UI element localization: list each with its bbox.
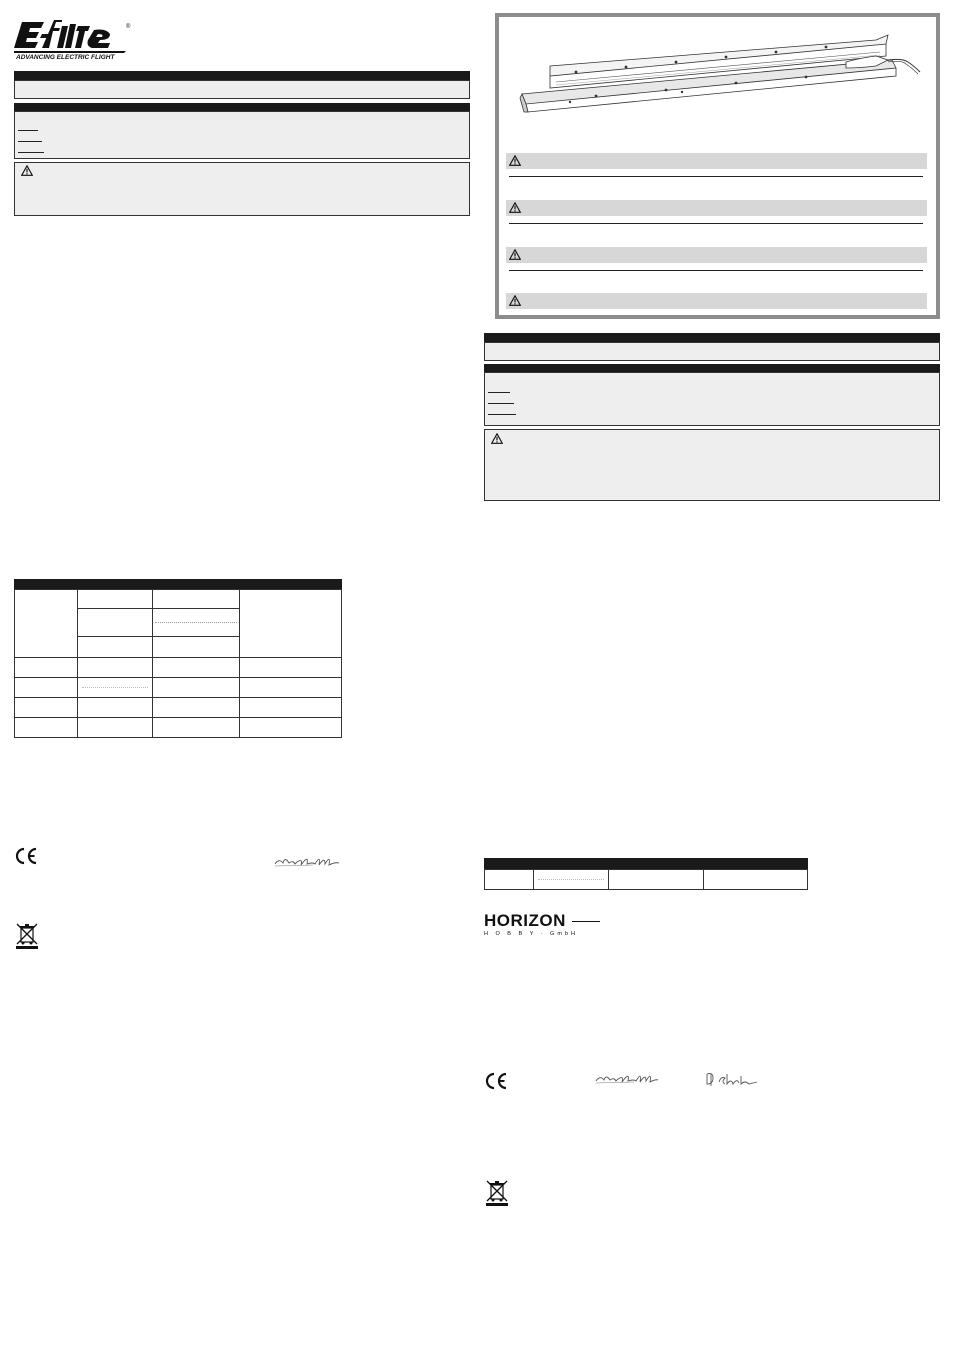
section-header-bar-right xyxy=(484,333,940,342)
notice-panel-right xyxy=(484,372,940,426)
warning-bar-4 xyxy=(506,293,927,309)
caution-underline-right xyxy=(488,403,514,404)
ce-mark-icon xyxy=(14,847,38,865)
spec-table-header-right xyxy=(484,858,808,869)
product-illustration xyxy=(516,32,926,118)
weee-crossed-bin-icon xyxy=(14,922,40,950)
horizon-logo-rule xyxy=(572,921,600,922)
warning-underline-right xyxy=(488,414,516,415)
section-header-panel xyxy=(14,80,470,99)
notice-header-bar-right xyxy=(484,364,940,372)
signature-right-2 xyxy=(703,1070,759,1090)
warning-triangle-icon xyxy=(509,155,521,166)
notice-panel xyxy=(14,111,470,159)
notice-underline xyxy=(18,130,38,131)
warning-triangle-icon xyxy=(509,249,521,260)
signature-left xyxy=(273,852,341,870)
section-header-bar xyxy=(14,71,470,80)
spec-table-right xyxy=(484,869,808,890)
spec-table-header xyxy=(14,579,342,589)
warning-rule-1 xyxy=(509,176,923,177)
warning-bar-2 xyxy=(506,200,927,216)
warning-underline xyxy=(18,152,44,153)
weee-crossed-bin-icon xyxy=(484,1179,510,1207)
warning-triangle-icon xyxy=(21,165,33,176)
warning-panel-right xyxy=(484,429,940,501)
notice-header-bar xyxy=(14,103,470,111)
eflite-logo xyxy=(14,16,134,60)
warning-triangle-icon xyxy=(509,202,521,213)
warning-rule-2 xyxy=(509,223,923,224)
horizon-logo-text: HORIZON xyxy=(484,911,566,930)
spec-table xyxy=(14,589,342,738)
warning-bar-3 xyxy=(506,247,927,263)
horizon-logo-sub: H O B B Y · GmbH xyxy=(484,931,578,937)
warning-triangle-icon xyxy=(509,295,521,306)
section-header-panel-right xyxy=(484,342,940,361)
notice-underline-right xyxy=(488,392,510,393)
svg-text:ADVANCING ELECTRIC FLIGHT: ADVANCING ELECTRIC FLIGHT xyxy=(16,54,115,60)
warning-bar-1 xyxy=(506,153,927,169)
warning-rule-3 xyxy=(509,270,923,271)
caution-underline xyxy=(18,141,42,142)
svg-text:®: ® xyxy=(126,24,131,30)
warning-panel xyxy=(14,162,470,216)
ce-mark-icon xyxy=(484,1072,508,1090)
signature-right-1 xyxy=(594,1071,660,1089)
horizon-hobby-logo xyxy=(484,911,600,941)
warning-triangle-icon xyxy=(491,433,503,444)
eflite-logo-mark xyxy=(14,16,134,60)
